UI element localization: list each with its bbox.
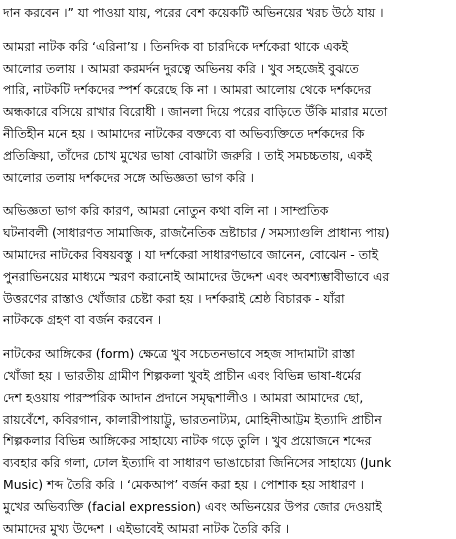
- text-line: আলোর তলায় । আমরা করমর্দন দুরত্বে অভিনয় করি । খুব সহজেই বুঝতে: [3, 60, 359, 76]
- text-line: নীতিহীন মনে হয় । আমাদের নাটকের বক্তব্যে বা অভিব্যক্তিতে দর্শকদের কি: [3, 125, 365, 141]
- text-line: আমাদের মুখ্য উদ্দেশ । এইভাবেই আমরা নাটক তৈরি করি ।: [3, 520, 290, 536]
- text-line: দান করবেন ।” যা পাওয়া যায়, পরের বেশ কয়েকটি অভিনয়ের খরচ উঠে যায় ।: [3, 5, 384, 20]
- text-line: দেশ হওয়ায় পারস্পরিক আদান প্রদানে সমৃদ্ধশালীও । আমরা আমাদের ছো,: [3, 389, 364, 405]
- text-line: আমরা নাটক করি ‘এরিনা’য় । তিনদিক বা চারদিকে দর্শকেরা থাকে একই: [3, 38, 348, 54]
- text-line: আলোর তলায় দর্শকদের সঙ্গে অভিজ্ঞতা ভাগ করি ।: [3, 169, 254, 185]
- text-line: পুনরাভিনয়ের মাধ্যমে স্মরণ করানোই আমাদের উদ্দেশ এবং অবশ্যম্ভাবীভাবে এর: [3, 268, 390, 284]
- text-line: অভিজ্ঞতা ভাগ করি কারণ, আমরা নোতুন কথা বলি না । সাম্প্রতিক: [3, 203, 329, 219]
- text-line: রায়বেঁশে, কবিরগান, কালারীপায়াট্টু, ভারতনাট্যম, মোহিনীআট্টম ইত্যাদি প্রাচীন: [3, 411, 382, 427]
- text-line: মুখের অভিব্যক্তি (facial expression) এবং অভিনয়ের উপর জোর দেওয়াই: [3, 498, 382, 514]
- text-line: Music) শব্দ তৈরি করি । ‘মেকআপ’ বর্জন করা হয় । পোশাক হয় সাধারণ ।: [3, 476, 364, 492]
- paragraph-4: [3, 343, 453, 539]
- text-line: শিল্পকলার বিভিন্ন আঙ্গিকের সাহায্যে নাটক গড়ে তুলি । খুব প্রয়োজনে শব্দের: [3, 433, 372, 449]
- text-line: আমাদের নাটকের বিষয়বস্তু । যা দর্শকেরা সাধারণভাবে জানেন, বোঝেন - তাই: [3, 246, 379, 262]
- text-line: পারি, নাটকটি দর্শকদের স্পর্শ করেছে কি না । আমরা আলোয় থেকে দর্শকদের: [3, 82, 372, 98]
- text-line: ব্যবহার করি গলা, ঢোল ইত্যাদি বা সাধারণ ভাঙাচোরা জিনিসের সাহায্যে (Junk: [3, 455, 392, 471]
- paragraph-1: [3, 2, 453, 24]
- text-line: ঘটনাবলী (সাধারণত সামাজিক, রাজনৈতিক ভ্রষ্টাচার / সমস্যাগুলি প্রাধান্য পায়): [3, 225, 390, 241]
- text-line: অন্ধকারে বসিয়ে রাখার বিরোধী । জানলা দিয়ে পরের বাড়িতে উঁকি মারার মতো: [3, 104, 388, 120]
- text-line: খোঁজা হয় । ভারতীয় গ্রামীণ শিল্পকলা খুবই প্রাচীন এবং বিভিন্ন ভাষা-ধর্মের: [3, 367, 362, 383]
- text-line: নাটকের আঙ্গিকের (form) ক্ষেত্রে খুব সচেতনভাবে সহজ সাদামাটা রাস্তা: [3, 346, 355, 362]
- text-line: নাটককে গ্রহণ বা বর্জন করবেন ।: [3, 312, 162, 328]
- text-line: উত্তরণের রাস্তাও খোঁজার চেষ্টা করা হয় । দর্শকরাই শ্রেষ্ঠ বিচারক - যাঁরা: [3, 290, 345, 306]
- text-line: প্রতিক্রিয়া, তাঁদের চোখ মুখের ভাষা বোঝাটা জরুরি । তাই সমচচ্চতায়, একই: [3, 147, 372, 163]
- paragraph-2: [3, 36, 453, 189]
- paragraph-3: [3, 200, 453, 331]
